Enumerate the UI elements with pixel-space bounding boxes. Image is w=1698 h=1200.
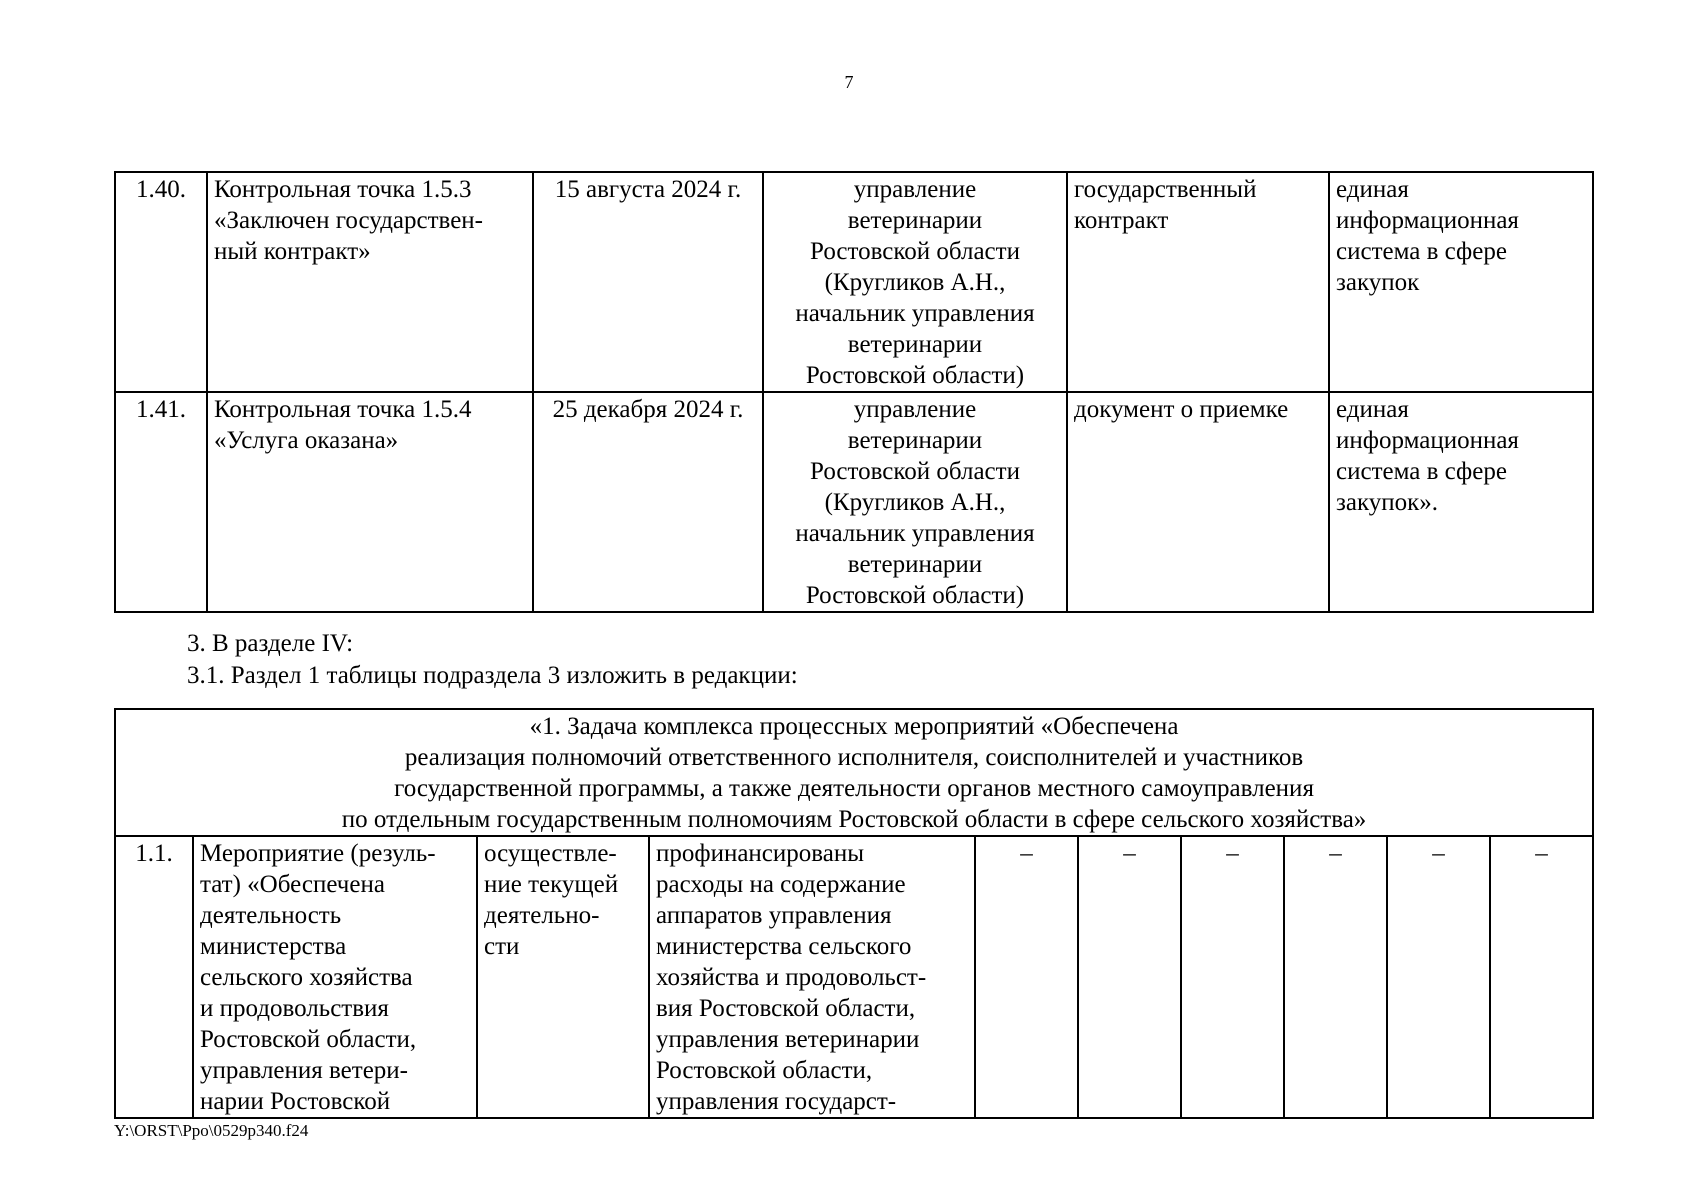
value-cell [1387, 836, 1490, 1118]
measure-description-line: вия Ростовской области, [656, 995, 916, 1022]
document-type-line: документ о приемке [1074, 396, 1289, 423]
value-cell [1181, 836, 1284, 1118]
measure-type-line: ние текущей [484, 871, 619, 898]
row-number [115, 836, 193, 1118]
measure-type [477, 836, 649, 1118]
task-header-line: реализация полномочий ответственного исполнителя, соисполнителей и участников [404, 744, 1304, 771]
document-type-line: контракт [1074, 207, 1169, 234]
table-row [115, 172, 1593, 392]
document-type-line: государственный [1074, 176, 1257, 203]
row-number-line: 1.40. [136, 176, 186, 203]
information-system-line: единая [1336, 176, 1409, 203]
value-cell [1284, 836, 1387, 1118]
page-number: 7 [844, 72, 854, 92]
value-cell [1490, 836, 1593, 1118]
measure-description-line: аппаратов управления [656, 902, 892, 929]
value-cell-line: – [1123, 840, 1136, 867]
deadline-date-line: 25 декабря 2024 г. [552, 396, 744, 423]
information-system-line: информационная [1336, 207, 1519, 234]
responsible-person-line: ветеринарии [847, 331, 983, 358]
measure-name-line: Мероприятие (резуль- [200, 840, 436, 867]
information-system-line: система в сфере [1336, 238, 1507, 265]
file-path-footer: Y:\ORST\Ppo\0529p340.f24 [114, 1121, 309, 1140]
document-type [1067, 392, 1329, 612]
task-header-line: по отдельным государственным полномочиям Ростовской области в сфере сельского хозяйства» [341, 806, 1367, 833]
control-point-name-line: Контрольная точка 1.5.4 [214, 396, 472, 423]
responsible-person-line: ветеринарии [847, 427, 983, 454]
deadline-date [533, 172, 763, 392]
control-point-name-line: Контрольная точка 1.5.3 [214, 176, 472, 203]
control-point-name [207, 172, 533, 392]
responsible-person-line: Ростовской области [810, 458, 1020, 485]
responsible-person-line: Ростовской области) [805, 362, 1025, 389]
value-cell-line: – [1432, 840, 1445, 867]
value-cell [975, 836, 1078, 1118]
responsible-person-line: Ростовской области) [805, 582, 1025, 609]
task-table [114, 708, 1594, 1119]
information-system-line: закупок». [1336, 489, 1439, 516]
information-system [1329, 392, 1593, 612]
task-header-line: «1. Задача комплекса процессных мероприятий «Обеспечена [529, 713, 1179, 740]
responsible-person-line: управление [853, 176, 977, 203]
row-number [115, 172, 207, 392]
measure-name [193, 836, 477, 1118]
task-header [115, 709, 1593, 836]
measure-description-line: Ростовской области, [656, 1057, 873, 1084]
measure-name-line: деятельность [200, 902, 342, 929]
responsible-person-line: начальник управления [795, 520, 1035, 547]
responsible-person-line: Ростовской области [810, 238, 1020, 265]
table-row [115, 392, 1593, 612]
information-system-line: закупок [1336, 269, 1420, 296]
paragraph-section-iv: 3. В разделе IV: [187, 630, 354, 657]
information-system-line: информационная [1336, 427, 1519, 454]
measure-name-line: сельского хозяйства [200, 964, 413, 991]
measure-description [649, 836, 975, 1118]
value-cell-line: – [1329, 840, 1342, 867]
responsible-person-line: ветеринарии [847, 551, 983, 578]
control-point-name-line: «Заключен государствен- [214, 207, 484, 234]
value-cell-line: – [1226, 840, 1239, 867]
measure-description-line: министерства сельского [656, 933, 912, 960]
value-cell-line: – [1020, 840, 1033, 867]
task-header-line: государственной программы, а также деятельности органов местного самоуправления [394, 775, 1314, 802]
value-cell [1078, 836, 1181, 1118]
information-system-line: единая [1336, 396, 1409, 423]
measure-description-line: управления ветеринарии [656, 1026, 920, 1053]
measure-type-line: деятельно- [484, 902, 600, 929]
responsible-person-line: (Кругликов А.Н., [824, 269, 1006, 296]
responsible-person [763, 392, 1067, 612]
measure-type-line: сти [484, 933, 520, 960]
measure-name-line: министерства [200, 933, 347, 960]
measure-type-line: осуществле- [484, 840, 617, 867]
value-cell-line: – [1535, 840, 1548, 867]
measure-description-line: хозяйства и продовольст- [656, 964, 927, 991]
responsible-person-line: начальник управления [795, 300, 1035, 327]
table-row [115, 836, 1593, 1118]
responsible-person-line: управление [853, 396, 977, 423]
responsible-person-line: ветеринарии [847, 207, 983, 234]
responsible-person [763, 172, 1067, 392]
deadline-date [533, 392, 763, 612]
row-number-line: 1.41. [136, 396, 186, 423]
measure-description-line: управления государст- [656, 1088, 897, 1115]
measure-description-line: расходы на содержание [656, 871, 906, 898]
measure-name-line: и продовольствия [200, 995, 389, 1022]
measure-name-line: управления ветери- [200, 1057, 409, 1084]
measure-name-line: тат) «Обеспечена [200, 871, 385, 898]
row-number [115, 392, 207, 612]
row-number-line: 1.1. [135, 840, 173, 867]
control-points-table [114, 171, 1594, 613]
control-point-name-line: «Услуга оказана» [214, 427, 399, 454]
information-system [1329, 172, 1593, 392]
control-point-name [207, 392, 533, 612]
measure-name-line: Ростовской области, [200, 1026, 417, 1053]
measure-name-line: нарии Ростовской [200, 1088, 391, 1115]
document-type [1067, 172, 1329, 392]
responsible-person-line: (Кругликов А.Н., [824, 489, 1006, 516]
paragraph-subsection: 3.1. Раздел 1 таблицы подраздела 3 изложить в редакции: [187, 662, 798, 689]
control-point-name-line: ный контракт» [214, 238, 371, 265]
information-system-line: система в сфере [1336, 458, 1507, 485]
measure-description-line: профинансированы [656, 840, 865, 867]
deadline-date-line: 15 августа 2024 г. [554, 176, 742, 203]
